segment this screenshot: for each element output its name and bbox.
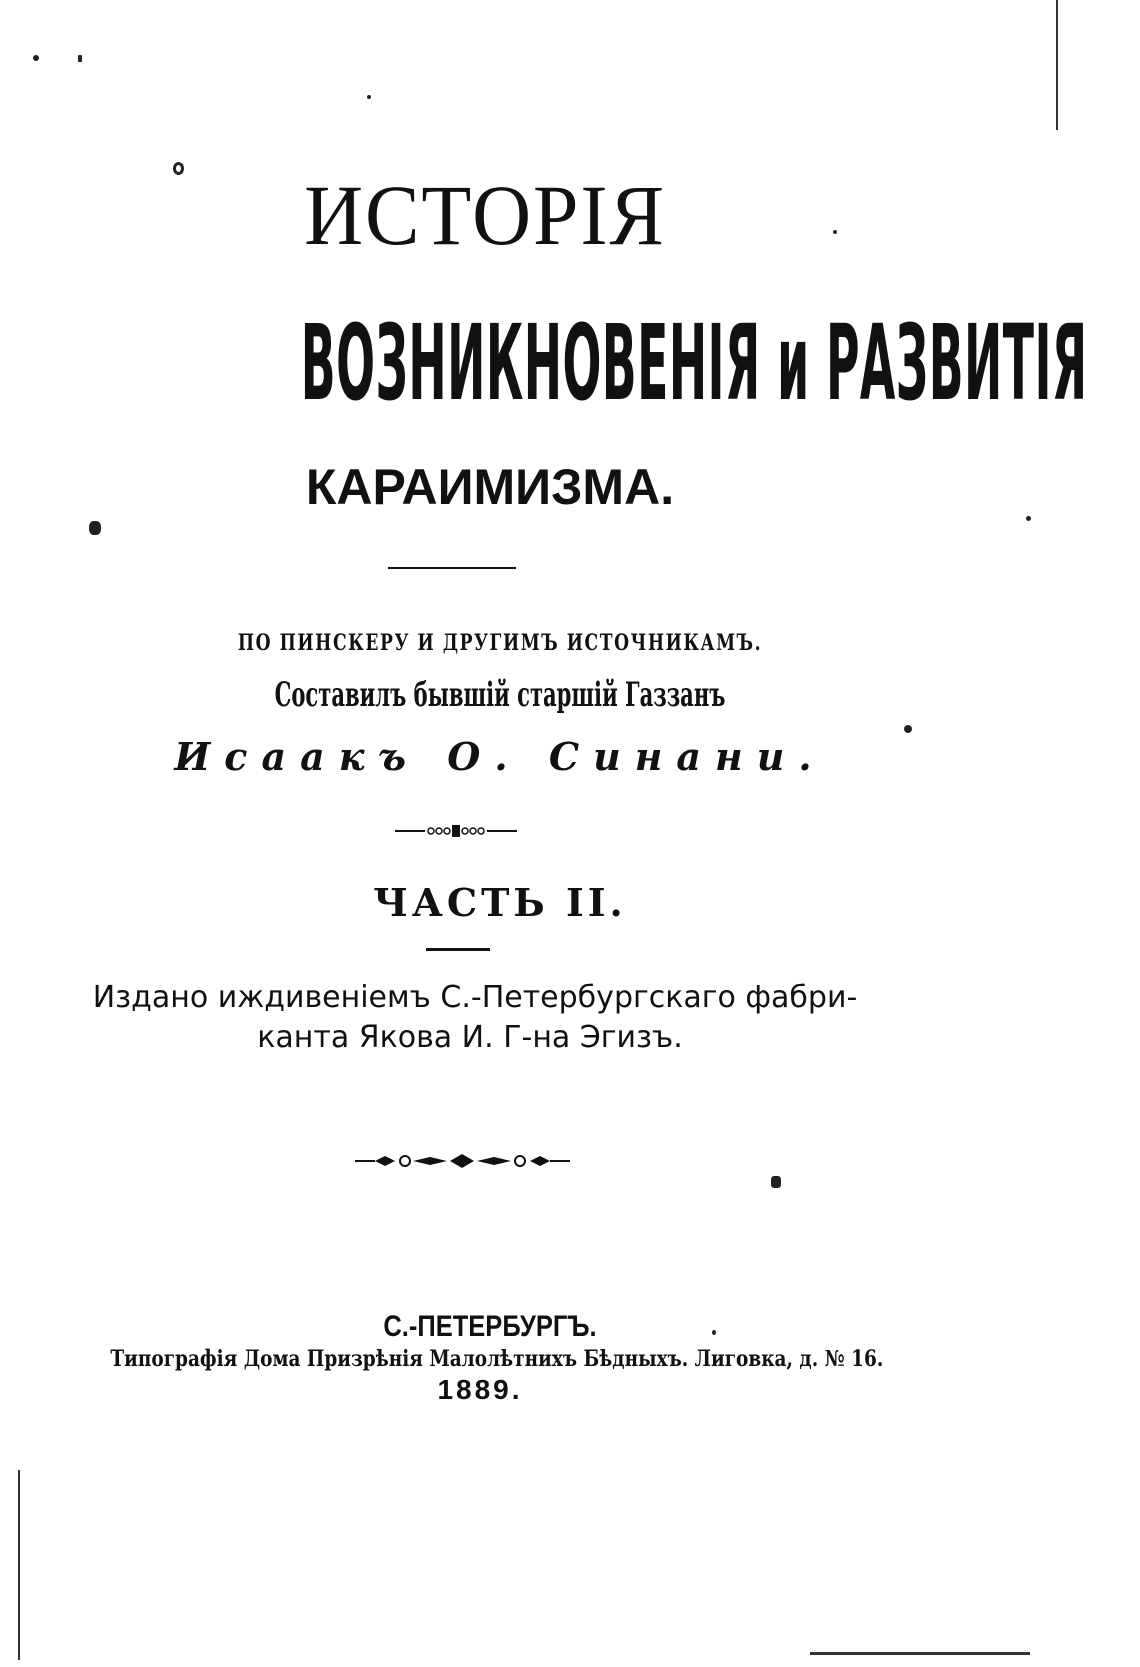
scan-edge <box>1056 0 1058 130</box>
publisher-line-2: канта Якова И. Г-на Эгизъ. <box>257 1020 683 1055</box>
scan-edge <box>810 1652 1030 1655</box>
imprint-city: С.-ПЕТЕРБУРГЪ. <box>383 1310 597 1343</box>
large-ornament <box>355 1150 570 1172</box>
title-line-3: КАРАИМИЗМА. <box>305 459 675 515</box>
scan-speck <box>33 55 39 61</box>
imprint-year: 1889. <box>437 1374 523 1405</box>
part-divider <box>426 948 490 951</box>
scan-speck <box>771 1176 781 1188</box>
scan-speck <box>89 521 101 535</box>
small-ornament <box>395 822 517 840</box>
scan-speck <box>712 1330 716 1335</box>
title-divider <box>388 567 516 569</box>
title-line-2: ВОЗНИКНОВЕНІЯ и РАЗВИТІЯ <box>300 302 1088 424</box>
scan-speck <box>1026 516 1031 521</box>
scan-speck <box>367 95 371 99</box>
subtitle: ПО ПИНСКЕРУ И ДРУГИМЪ ИСТОЧНИКАМЪ. <box>237 630 763 656</box>
scan-edge <box>18 1470 20 1660</box>
compiler-line: Составилъ бывшій старшій Газзанъ <box>274 675 726 715</box>
scan-speck <box>78 55 82 62</box>
scan-speck <box>904 725 912 733</box>
scan-speck <box>173 162 184 175</box>
part-heading: ЧАСТЬ II. <box>373 880 627 925</box>
scan-speck <box>833 230 837 234</box>
imprint-printer: Типографія Дома Призрѣнія Малолѣтнихъ Бѣдныхъ. Лиговка, д. № 16. <box>110 1346 884 1372</box>
publisher-line-1: Издано иждивеніемъ С.-Петербургскаго фабри- <box>92 980 858 1015</box>
author-name: Исаакъ О. Синани. <box>174 734 826 779</box>
title-line-1: ИСТОРІЯ <box>304 167 666 263</box>
